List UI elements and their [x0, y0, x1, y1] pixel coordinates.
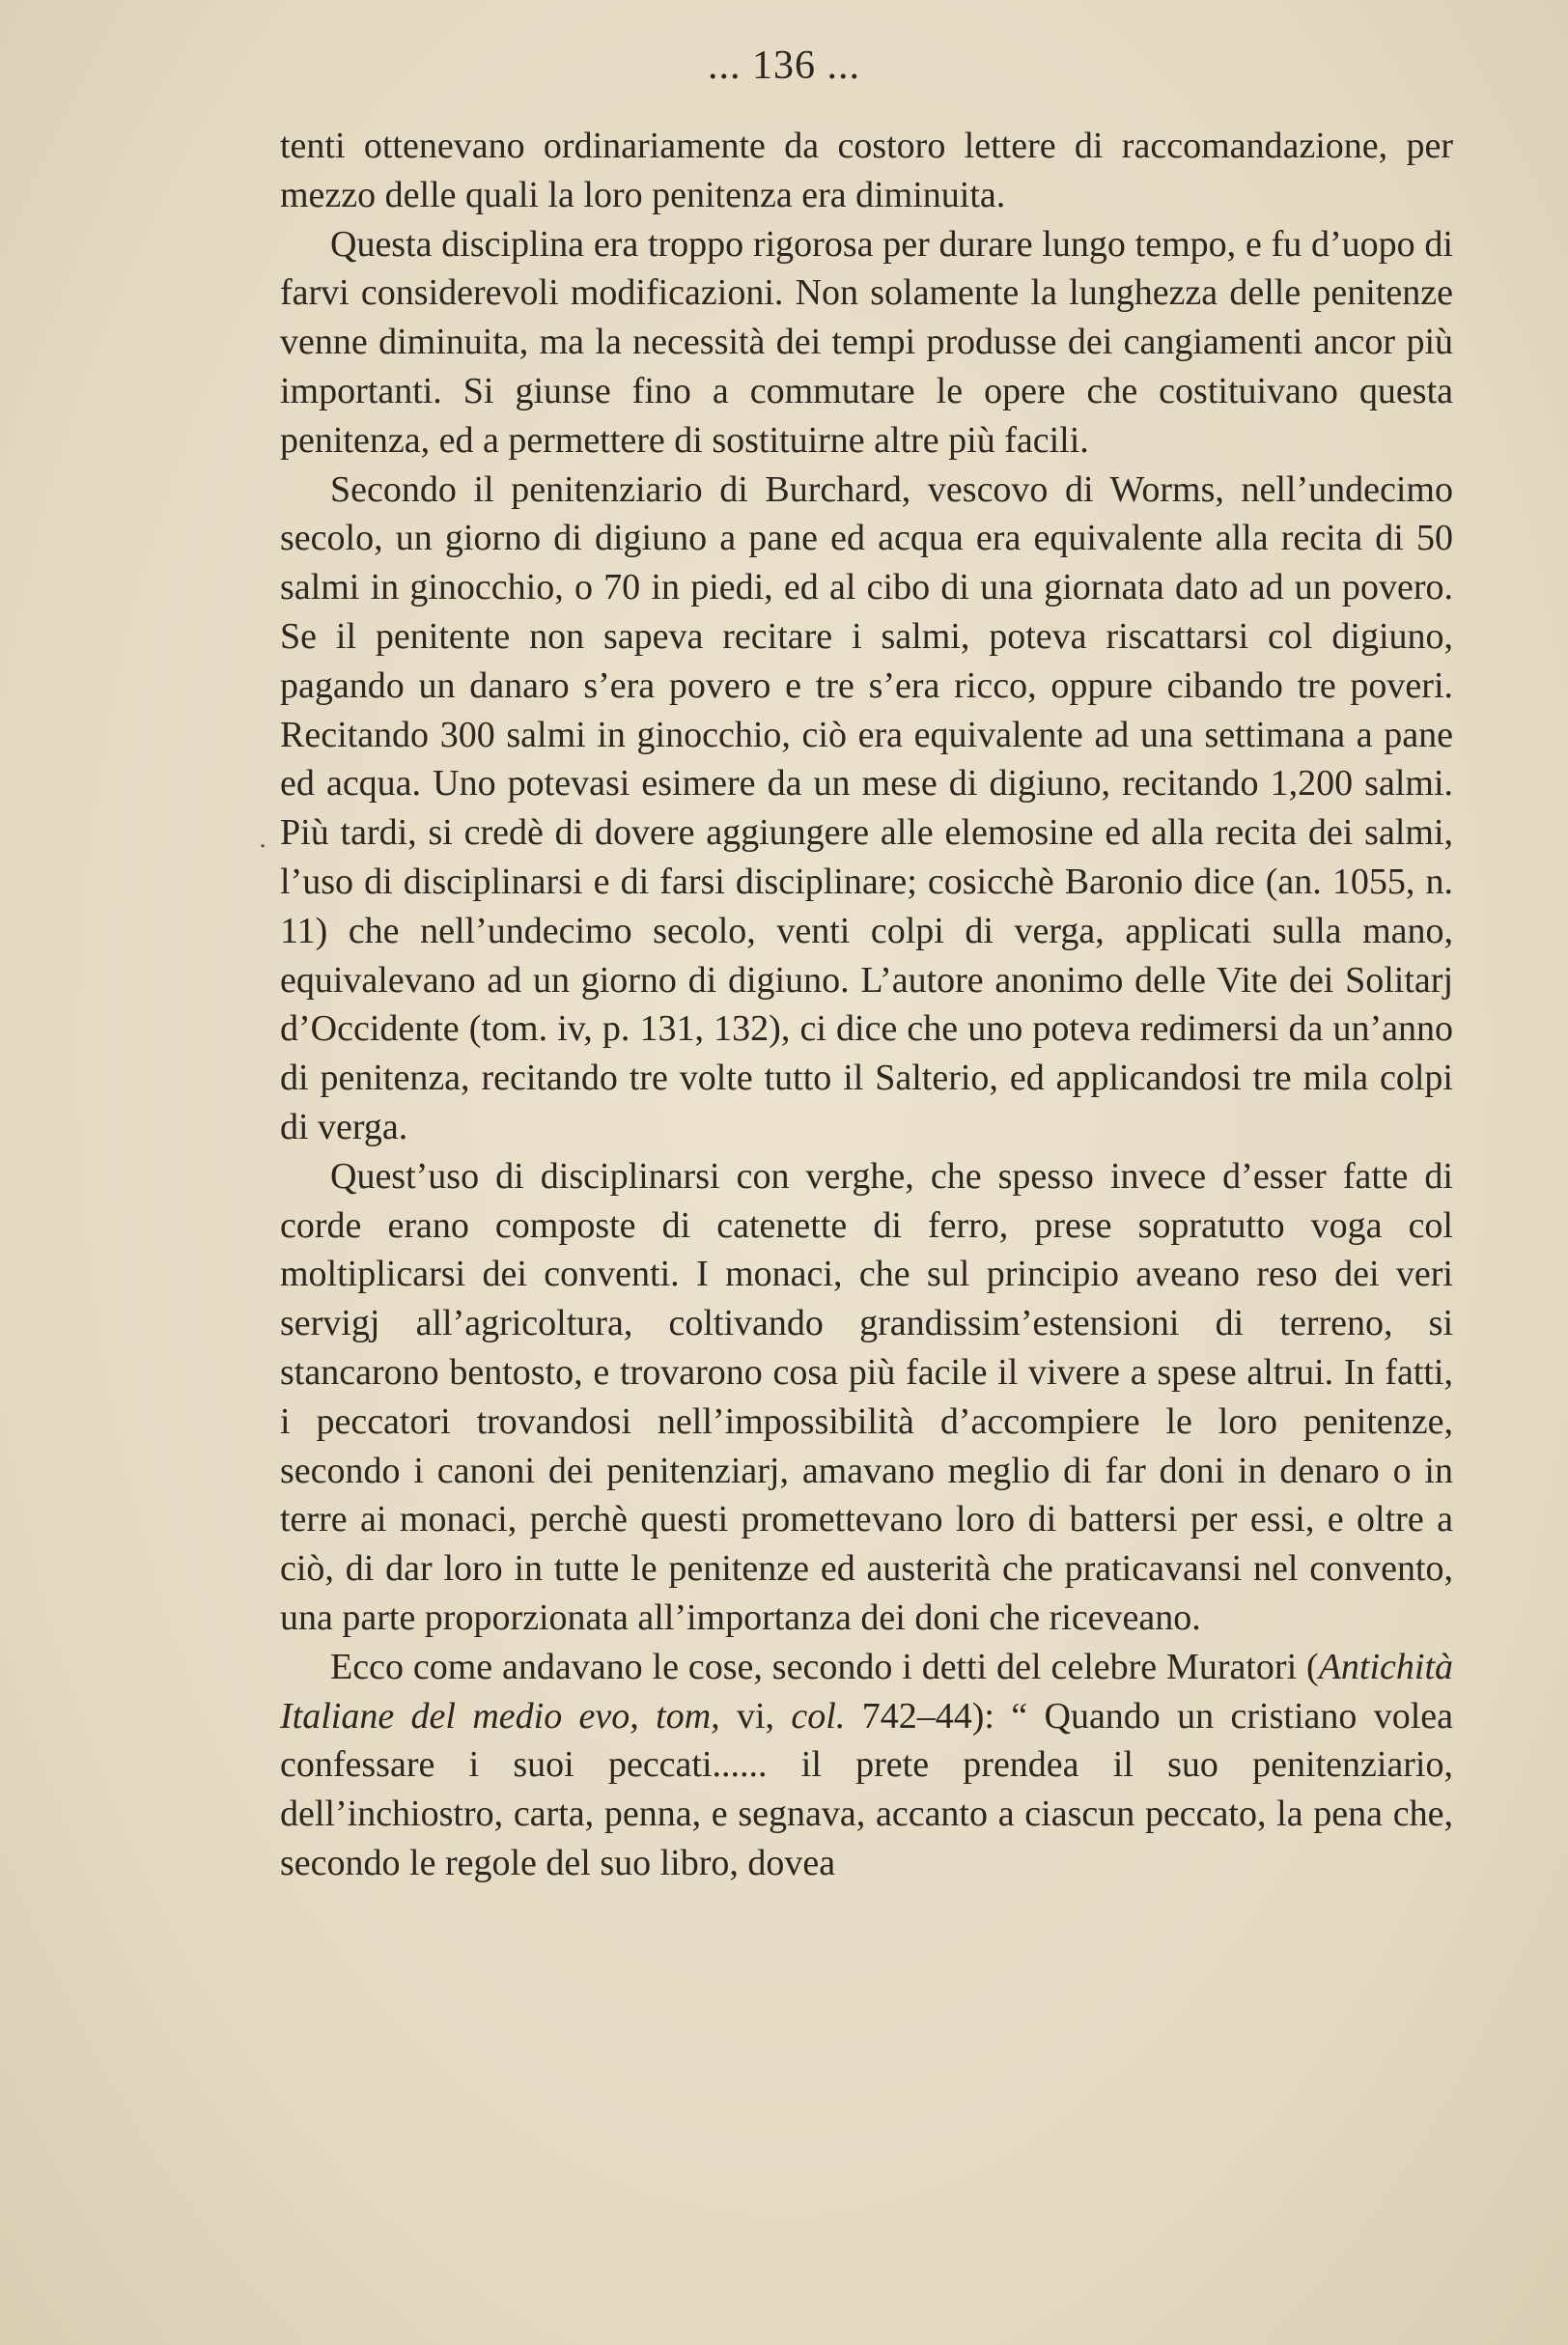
paragraph-5-text-a: Ecco come andavano le cose, secondo i detti del celebre Muratori ( [330, 1646, 1319, 1687]
paragraph-1: tenti ottenevano ordinariamente da costoro lettere di raccomandazione, per mezzo delle quali la loro penitenza era diminuita. [280, 126, 1453, 215]
paragraph-5 [280, 1643, 1453, 1888]
margin-mark: · [259, 833, 267, 862]
page-body [280, 122, 1453, 1888]
paragraph-2: Questa disciplina era troppo rigorosa per durare lungo tempo, e fu d’uopo di farvi considerevoli modificazioni. Non solamente la lunghezza delle penitenze venne diminuita, ma la necessità dei tempi produsse dei cangiamenti ancor più importanti. Si giunse fino a commutare le opere che costituivano questa penitenza, ed a permettere di sostituirne altre più facili. [280, 223, 1453, 461]
paragraph-4: Quest’uso di disciplinarsi con verghe, che spesso invece d’esser fatte di corde erano composte di catenette di ferro, prese sopratutto voga col moltiplicarsi dei conventi. I monaci, che sul principio aveano reso dei veri servigj all’agricoltura, coltivando grandissim’estensioni di terreno, si stancarono bentosto, e trovarono cosa più facile il vivere a spese altrui. In fatti, i peccatori trovandosi nell’impossibilità d’accompiere le loro penitenze, secondo i canoni dei penitenziarj, amavano meglio di far doni in denaro o in terre ai monaci, perchè questi promettevano loro di battersi per essi, e oltre a ciò, di dar loro in tutte le penitenze ed austerità che praticavansi nel convento, una parte proporzionata all’importanza dei doni che riceveano. [280, 1155, 1453, 1638]
paragraph-3: Secondo il penitenziario di Burchard, vescovo di Worms, nell’undecimo secolo, un giorno di digiuno a pane ed acqua era equivalente alla recita di 50 salmi in ginocchio, o 70 in piedi, ed al cibo di una giornata dato ad un povero. Se il penitente non sapeva recitare i salmi, poteva riscattarsi col digiuno, pagando un danaro s’era povero e tre s’era ricco, oppure cibando tre poveri. Recitando 300 salmi in ginocchio, ciò era equivalente ad una settimana a pane ed acqua. Uno potevasi esimere da un mese di digiuno, recitando 1,200 salmi. Più tardi, si credè di dovere aggiungere alle elemosine ed alla recita dei salmi, l’uso di disciplinarsi e di farsi disciplinare; cosicchè Baronio dice (an. 1055, n. 11) che nell’undecimo secolo, venti colpi di verga, applicati sulla mano, equivalevano ad un giorno di digiuno. L’autore anonimo delle Vite dei Solitarj d’Occidente (tom. iv, p. 131, 132), ci dice che uno poteva redimersi da un’anno di penitenza, recitando tre volte tutto il Salterio, ed applicandosi tre mila colpi di verga. [280, 468, 1453, 1147]
page-number: ... 136 ... [708, 43, 860, 88]
citation-title: Antichità Italiane del medio evo, tom, [280, 1646, 1453, 1737]
citation-col: col. [791, 1695, 846, 1737]
paragraph-5-text-c: 742–44): “ Quando un cristiano volea confessare i suoi peccati...... il prete prendea il suo penitenziario, dell’inchiostro, carta, penna, e segnava, accanto a ciascun peccato, la pena che, secondo le regole del suo libro, dovea [280, 1695, 1454, 1883]
paragraph-5-text-b: vi, [719, 1695, 792, 1737]
